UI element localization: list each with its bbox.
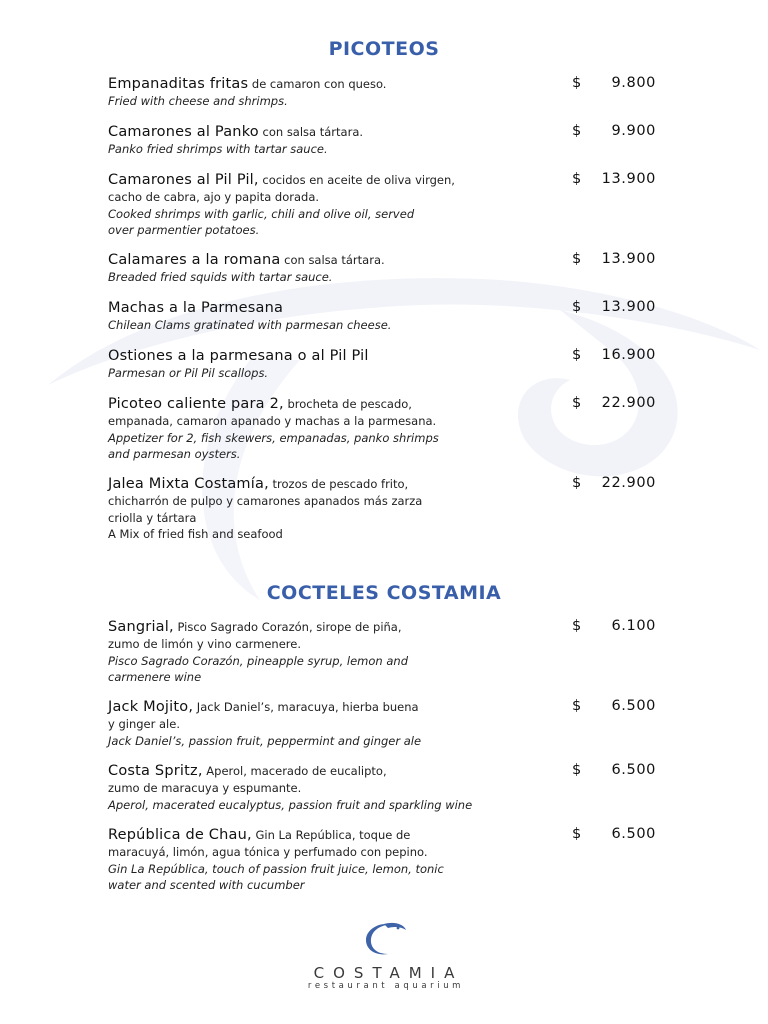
- price-currency: $: [572, 475, 582, 491]
- item-spanish-description: Pisco Sagrado Corazón, sirope de piña,: [173, 620, 402, 634]
- price-amount: 22.900: [601, 475, 656, 491]
- item-english-description: water and scented with cucumber: [108, 878, 305, 892]
- menu-item: [108, 75, 668, 110]
- item-english-description: carmenere wine: [108, 670, 202, 684]
- item-english-description: Gin La República, touch of passion fruit juice, lemon, tonic: [108, 861, 444, 876]
- item-english-description: Panko fried shrimps with tartar sauce.: [108, 142, 328, 156]
- item-spanish-description-line: zumo de maracuya y espumante.: [108, 781, 302, 795]
- item-description: [108, 395, 558, 463]
- costamia-logo: [0, 918, 768, 991]
- item-spanish-description: de camaron con queso.: [248, 77, 387, 91]
- price-amount: 13.900: [601, 251, 656, 267]
- price-currency: $: [572, 618, 582, 634]
- item-first-line: [108, 698, 558, 716]
- item-name: Ostiones a la parmesana o al Pil Pil: [108, 348, 369, 364]
- item-spanish-description-line: chicharrón de pulpo y camarones apanados más zarza: [108, 494, 423, 508]
- item-spanish-description: Jack Daniel’s, maracuya, hierba buena: [193, 700, 419, 714]
- item-first-line: [108, 171, 558, 189]
- logo-wave-icon: [354, 918, 414, 958]
- item-price: [572, 395, 656, 411]
- item-description: [108, 762, 558, 813]
- menu-item: [108, 123, 668, 158]
- item-english-description: Jack Daniel’s, passion fruit, peppermint and ginger ale: [108, 733, 422, 748]
- item-price: [572, 171, 656, 187]
- item-first-line: [108, 762, 558, 780]
- price-amount: 9.800: [611, 75, 656, 91]
- item-spanish-description-line: cacho de cabra, ajo y papita dorada.: [108, 190, 320, 204]
- menu-item: [108, 251, 668, 286]
- item-first-line: [108, 618, 558, 636]
- item-price: [572, 618, 656, 634]
- item-name: Jack Mojito,: [108, 699, 194, 715]
- item-price: [572, 698, 656, 714]
- item-name: Calamares a la romana: [108, 252, 281, 268]
- menu-item: [108, 762, 668, 813]
- item-english-description: Appetizer for 2, fish skewers, empanadas, panko shrimps: [108, 430, 439, 445]
- item-english-description: Fried with cheese and shrimps.: [108, 94, 288, 108]
- item-first-line: [108, 395, 558, 413]
- item-spanish-description-line: empanada, camaron apanado y machas a la parmesana.: [108, 414, 437, 428]
- item-english-description: Chilean Clams gratinated with parmesan cheese.: [108, 318, 392, 332]
- item-spanish-description: cocidos en aceite de oliva virgen,: [258, 173, 455, 187]
- item-spanish-description: con salsa tártara.: [280, 253, 385, 267]
- price-amount: 22.900: [601, 395, 656, 411]
- price-currency: $: [572, 123, 582, 139]
- menu-item: [108, 618, 668, 686]
- item-price: [572, 123, 656, 139]
- item-name: Machas a la Parmesana: [108, 300, 284, 316]
- menu-item: [108, 347, 668, 382]
- item-spanish-description: Gin La República, toque de: [251, 828, 411, 842]
- price-amount: 9.900: [611, 123, 656, 139]
- item-price: [572, 762, 656, 778]
- item-price: [572, 251, 656, 267]
- item-description: [108, 698, 558, 749]
- price-currency: $: [572, 347, 582, 363]
- item-first-line: [108, 347, 558, 365]
- item-spanish-description-line: maracuyá, limón, agua tónica y perfumado con pepino.: [108, 845, 428, 859]
- item-description: [108, 171, 558, 239]
- price-amount: 16.900: [601, 347, 656, 363]
- menu-item: [108, 698, 668, 749]
- item-name: Sangrial,: [108, 619, 174, 635]
- price-currency: $: [572, 251, 582, 267]
- menu-item: [108, 475, 668, 543]
- price-amount: 6.100: [611, 618, 656, 634]
- item-price: [572, 299, 656, 315]
- item-english-description: Breaded fried squids with tartar sauce.: [108, 270, 333, 284]
- item-description: [108, 299, 558, 334]
- price-amount: 13.900: [601, 171, 656, 187]
- item-first-line: [108, 123, 558, 141]
- price-amount: 6.500: [611, 698, 656, 714]
- menu-item: [108, 299, 668, 334]
- item-spanish-description-line: criolla y tártara: [108, 510, 197, 525]
- price-currency: $: [572, 171, 582, 187]
- item-first-line: [108, 75, 558, 93]
- item-spanish-description: con salsa tártara.: [258, 125, 364, 139]
- item-spanish-description: Aperol, macerado de eucalipto,: [202, 764, 387, 778]
- item-description: [108, 75, 558, 110]
- item-description: [108, 826, 558, 894]
- item-english-description: over parmentier potatoes.: [108, 223, 260, 237]
- section-title: PICOTEOS: [328, 38, 440, 60]
- item-spanish-description: brocheta de pescado,: [283, 397, 412, 411]
- price-currency: $: [572, 75, 582, 91]
- item-spanish-description-line: y ginger ale.: [108, 717, 180, 731]
- price-currency: $: [572, 762, 582, 778]
- price-amount: 6.500: [611, 762, 656, 778]
- menu-item: [108, 395, 668, 463]
- item-price: [572, 475, 656, 491]
- menu-item: [108, 826, 668, 894]
- item-price: [572, 347, 656, 363]
- item-description: [108, 123, 558, 158]
- section-title: COCTELES COSTAMIA: [266, 582, 502, 604]
- item-first-line: [108, 251, 558, 269]
- logo-name: COSTAMIA: [313, 964, 464, 982]
- price-currency: $: [572, 299, 582, 315]
- item-english-description: Parmesan or Pil Pil scallops.: [108, 366, 269, 380]
- item-description: [108, 475, 558, 543]
- item-spanish-description-line: zumo de limón y vino carmenere.: [108, 637, 302, 651]
- price-currency: $: [572, 395, 582, 411]
- item-english-description: Aperol, macerated eucalyptus, passion fruit and sparkling wine: [108, 797, 473, 812]
- item-name: Jalea Mixta Costamía,: [108, 476, 269, 492]
- item-first-line: [108, 475, 558, 493]
- price-currency: $: [572, 826, 582, 842]
- item-description: [108, 618, 558, 686]
- item-name: República de Chau,: [108, 827, 252, 843]
- logo-tagline: restaurant aquarium: [307, 981, 465, 991]
- item-spanish-description: trozos de pescado frito,: [268, 477, 409, 491]
- item-first-line: [108, 299, 558, 317]
- item-english-description: A Mix of fried fish and seafood: [108, 527, 283, 541]
- menu-item: [108, 171, 668, 239]
- item-description: [108, 347, 558, 382]
- item-name: Picoteo caliente para 2,: [108, 396, 284, 412]
- price-currency: $: [572, 698, 582, 714]
- item-english-description: Pisco Sagrado Corazón, pineapple syrup, lemon and: [108, 653, 409, 668]
- item-first-line: [108, 826, 558, 844]
- item-name: Empanaditas fritas: [108, 76, 249, 92]
- price-amount: 6.500: [611, 826, 656, 842]
- item-name: Camarones al Pil Pil,: [108, 172, 259, 188]
- item-price: [572, 75, 656, 91]
- item-price: [572, 826, 656, 842]
- item-english-description: and parmesan oysters.: [108, 447, 241, 461]
- item-name: Costa Spritz,: [108, 763, 203, 779]
- item-english-description: Cooked shrimps with garlic, chili and olive oil, served: [108, 206, 415, 221]
- item-description: [108, 251, 558, 286]
- item-name: Camarones al Panko: [108, 124, 259, 140]
- price-amount: 13.900: [601, 299, 656, 315]
